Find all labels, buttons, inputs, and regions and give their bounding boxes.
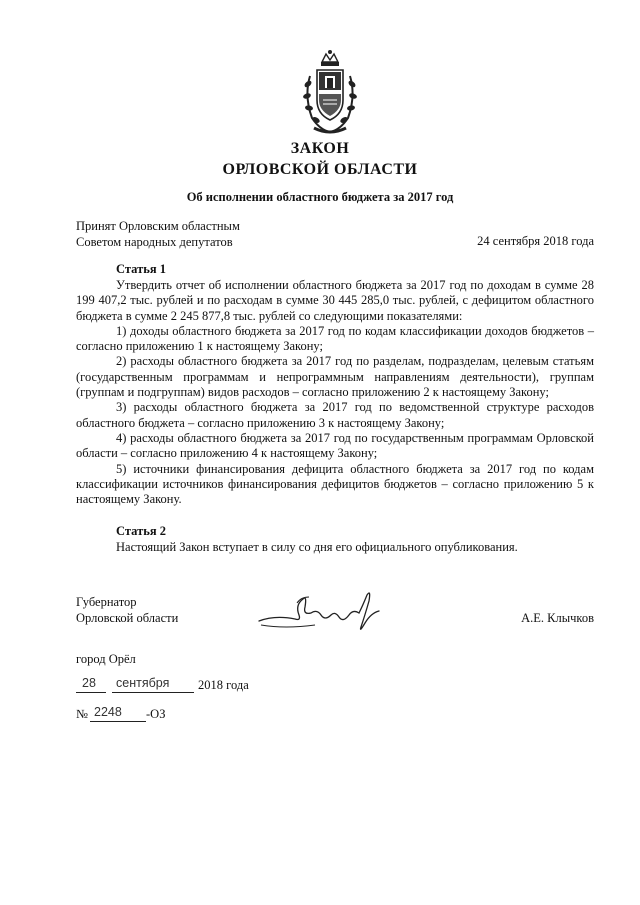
- article-1-paragraph: Утвердить отчет об исполнении областного бюджета за 2017 год по доходам в сумме 28 199 407,2 тыс. рублей и по расходам в сумме 30 445 285,0 тыс. рублей, с дефицитом областного бюджета в сумме 2 245 877,8 тыс. рублей со следующими показателями:: [76, 278, 594, 323]
- signing-month: сентября: [116, 676, 170, 690]
- signatory-name: А.Е. Клычков: [521, 611, 594, 625]
- signatory-title: [76, 594, 178, 626]
- article-1-heading: Статья 1: [116, 262, 166, 276]
- handwritten-signature-icon: [255, 585, 385, 635]
- article-2-paragraph: Настоящий Закон вступает в силу со дня его официального опубликования.: [116, 540, 518, 554]
- signing-city: город Орёл: [76, 652, 136, 666]
- article-2-body: [76, 540, 594, 555]
- article-1-item: 2) расходы областного бюджета за 2017 год по разделам, подразделам, целевым статьям (государственным программам и непрограммным направлениям деятельности), группам (группам и подгруппам) видов расходов – согласно приложению 2 к настоящему Закону;: [76, 354, 594, 400]
- signatory-title-line1: Губернатор: [76, 595, 137, 609]
- number-suffix: -ОЗ: [146, 707, 166, 721]
- article-2-heading: Статья 2: [116, 524, 166, 538]
- law-region: ОРЛОВСКОЙ ОБЛАСТИ: [222, 161, 418, 178]
- coat-of-arms-icon: [300, 48, 360, 138]
- law-number-value: 2248: [94, 705, 122, 719]
- article-1-item: 5) источники финансирования дефицита областного бюджета за 2017 год по кодам классификации источников финансирования дефицитов бюджетов – согласно приложению 5 к настоящему Закону.: [76, 461, 594, 507]
- signing-year: 2018 года: [198, 678, 249, 692]
- adoption-date: 24 сентября 2018 года: [477, 234, 594, 248]
- adopted-by-line2: Советом народных депутатов: [76, 235, 233, 249]
- law-number: [76, 707, 276, 725]
- number-sign: №: [76, 707, 88, 721]
- law-title: ЗАКОН: [290, 140, 350, 157]
- signing-date: [76, 678, 376, 696]
- signing-day: 28: [82, 676, 96, 690]
- article-1-item: 4) расходы областного бюджета за 2017 год по государственным программам Орловской области – согласно приложению 4 к настоящему Закону;: [76, 430, 594, 461]
- article-1-body: [76, 278, 594, 507]
- signatory-title-line2: Орловской области: [76, 611, 179, 625]
- article-1-item: 1) доходы областного бюджета за 2017 год по кодам классификации доходов бюджетов – согласно приложению 1 к настоящему Закону;: [76, 323, 594, 354]
- adopted-by-line1: Принят Орловским областным: [76, 219, 240, 233]
- adopted-by: [76, 218, 240, 250]
- law-subject: Об исполнении областного бюджета за 2017 год: [186, 190, 454, 204]
- article-1-item: 3) расходы областного бюджета за 2017 год по ведомственной структуре расходов областного бюджета – согласно приложению 3 к настоящему Закону;: [76, 400, 594, 430]
